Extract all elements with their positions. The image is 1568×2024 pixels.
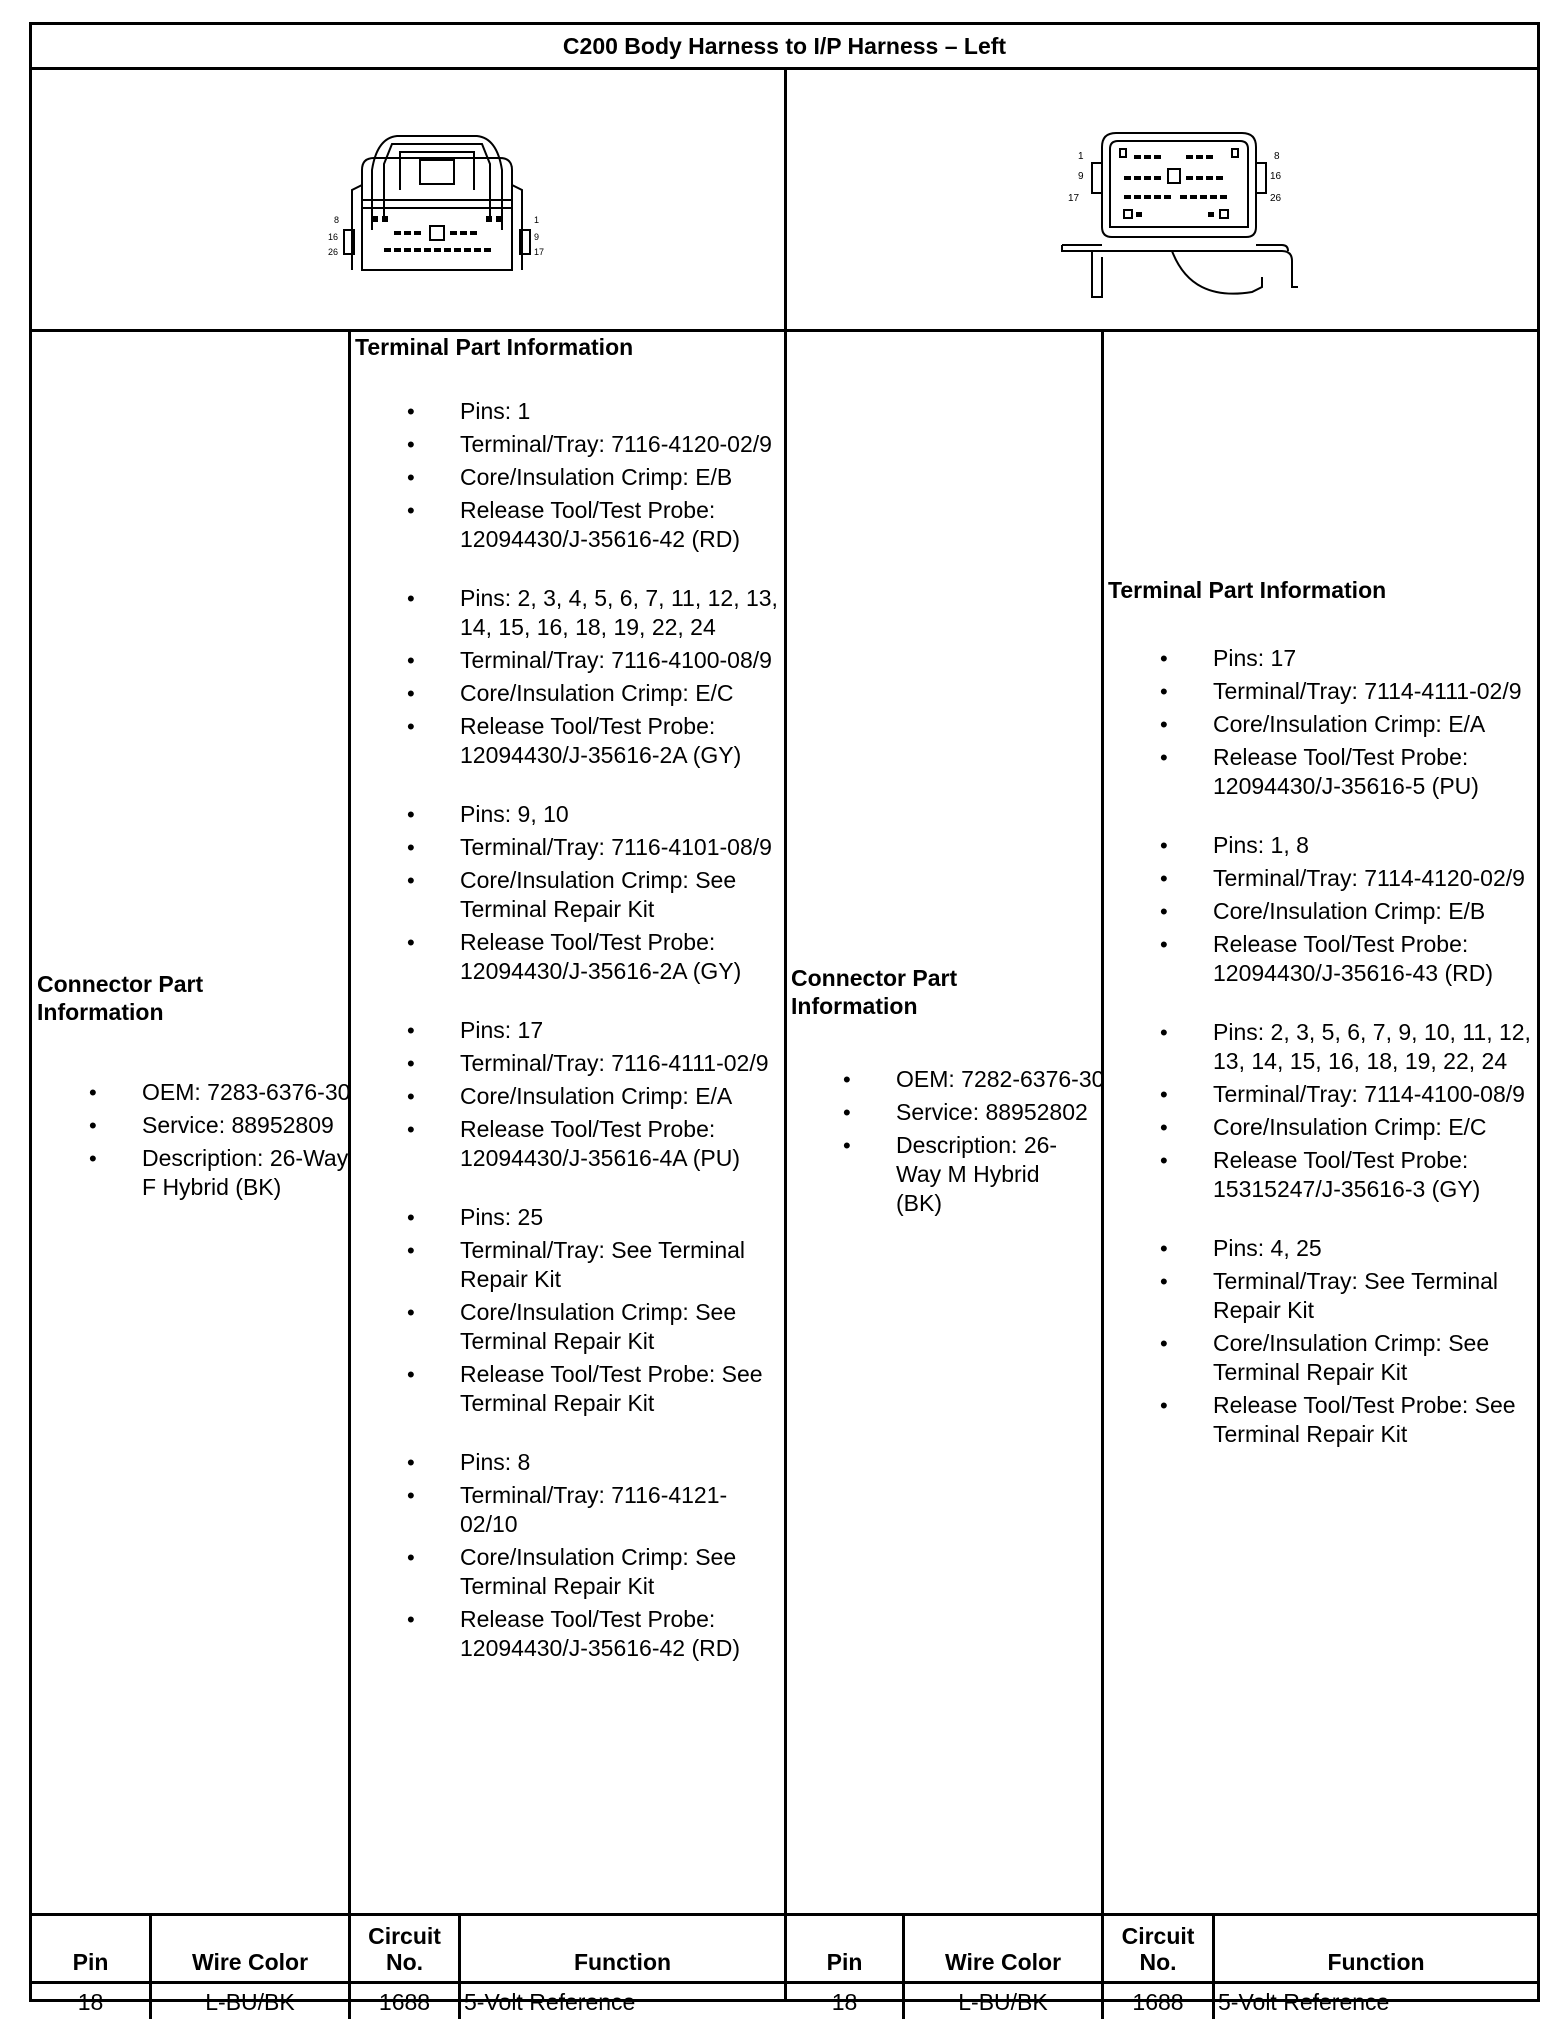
- header-circuit-no: [1104, 1913, 1212, 1981]
- divider-center: [784, 329, 787, 2001]
- right-connector-heading: Connector Part Information: [791, 965, 958, 1019]
- right-terminal-heading: Terminal Part Information: [1108, 577, 1387, 603]
- list-item: • Core/Insulation Crimp: See Terminal Repair Kit: [355, 866, 783, 924]
- list-item: • Pins: 1, 8: [1108, 831, 1538, 860]
- left-oem: • OEM: 7283-6376-30: [37, 1078, 352, 1107]
- list-item: • Terminal/Tray: 7116-4111-02/9: [355, 1049, 783, 1078]
- header-circuit-line1: Circuit: [368, 1923, 441, 1949]
- male-connector-diagram: [1052, 127, 1312, 302]
- list-item: • Core/Insulation Crimp: E/B: [355, 463, 783, 492]
- list-item: • Pins: 8: [355, 1448, 783, 1477]
- list-item: • Pins: 2, 3, 5, 6, 7, 9, 10, 11, 12, 13, 14, 15, 16, 18, 19, 22, 24: [1108, 1018, 1538, 1076]
- left-connector-info: [37, 970, 351, 1206]
- header-function: Function: [573, 1949, 672, 1975]
- right-terminal-group-2: [1108, 831, 1538, 988]
- left-terminal-group-6: [355, 1448, 783, 1663]
- right-service: • Service: 88952802: [791, 1098, 1099, 1127]
- cell-function: 5-Volt Reference: [1218, 1989, 1390, 2015]
- header-circuit-line2: No.: [385, 1949, 424, 1975]
- list-item: • Release Tool/Test Probe: 12094430/J-35616-43 (RD): [1108, 930, 1538, 988]
- header-circuit-line2: No.: [1139, 1949, 1177, 1975]
- header-pin: Pin: [826, 1949, 863, 1975]
- right-oem: • OEM: 7282-6376-30: [791, 1065, 1106, 1094]
- list-item: • Core/Insulation Crimp: See Terminal Repair Kit: [355, 1298, 783, 1356]
- cell-circuit: 1688: [378, 1989, 431, 2015]
- list-item: • Terminal/Tray: 7116-4121-02/10: [355, 1481, 783, 1539]
- list-item: • Terminal/Tray: 7116-4120-02/9: [355, 430, 783, 459]
- list-item: • Core/Insulation Crimp: E/C: [1108, 1113, 1538, 1142]
- pin-table: [32, 1913, 1537, 2015]
- list-item: • Core/Insulation Crimp: E/A: [1108, 710, 1538, 739]
- left-terminal-info: [355, 333, 783, 1693]
- left-terminal-group-3: [355, 800, 783, 986]
- pin-label-8: 8: [334, 215, 340, 225]
- cell-pin: 18: [77, 1989, 104, 2015]
- header-function: Function: [1327, 1949, 1425, 1975]
- pin-label-26: 26: [1270, 193, 1282, 204]
- list-item: • Terminal/Tray: See Terminal Repair Kit: [1108, 1267, 1538, 1325]
- list-item: • Release Tool/Test Probe: 12094430/J-35616-42 (RD): [355, 1605, 783, 1663]
- cell-wire-color: L-BU/BK: [958, 1989, 1048, 2015]
- left-description: • Description: 26-Way F Hybrid (BK): [37, 1144, 352, 1202]
- list-item: • Core/Insulation Crimp: E/A: [355, 1082, 783, 1111]
- list-item: • Terminal/Tray: 7116-4101-08/9: [355, 833, 783, 862]
- connector-document: [29, 22, 1540, 2015]
- divider-right-inner: [1101, 329, 1104, 1913]
- list-item: • Release Tool/Test Probe: See Terminal Repair Kit: [355, 1360, 783, 1418]
- list-item: • Terminal/Tray: See Terminal Repair Kit: [355, 1236, 783, 1294]
- pin-label-26: 26: [328, 247, 339, 257]
- left-terminal-group-2: [355, 584, 783, 770]
- pin-label-9: 9: [534, 232, 540, 242]
- header-circuit-line1: Circuit: [1121, 1923, 1195, 1949]
- right-description: • Description: 26-Way M Hybrid (BK): [791, 1131, 1076, 1218]
- list-item: • Pins: 9, 10: [355, 800, 783, 829]
- cell-circuit: 1688: [1132, 1989, 1184, 2015]
- cell-pin: 18: [831, 1989, 858, 2015]
- pin-label-1: 1: [1078, 151, 1084, 162]
- list-item: • Pins: 25: [355, 1203, 783, 1232]
- list-item: • Release Tool/Test Probe: 12094430/J-35616-5 (PU): [1108, 743, 1538, 801]
- pin-label-17: 17: [534, 247, 545, 257]
- list-item: • Terminal/Tray: 7114-4120-02/9: [1108, 864, 1538, 893]
- left-terminal-heading: Terminal Part Information: [355, 334, 634, 360]
- list-item: • Release Tool/Test Probe: 12094430/J-35616-4A (PU): [355, 1115, 783, 1173]
- list-item: • Core/Insulation Crimp: E/B: [1108, 897, 1538, 926]
- female-connector-diagram: [322, 130, 552, 275]
- list-item: • Release Tool/Test Probe: 15315247/J-35616-3 (GY): [1108, 1146, 1538, 1204]
- right-terminal-group-3: [1108, 1018, 1538, 1204]
- list-item: • Release Tool/Test Probe: 12094430/J-35616-42 (RD): [355, 496, 783, 554]
- header-wire-color: Wire Color: [191, 1949, 309, 1975]
- list-item: • Release Tool/Test Probe: 12094430/J-35616-2A (GY): [355, 712, 783, 770]
- left-terminal-group-5: [355, 1203, 783, 1418]
- list-item: • Pins: 1: [355, 397, 783, 426]
- header-pin: Pin: [72, 1949, 109, 1975]
- right-terminal-group-1: [1108, 644, 1538, 801]
- list-item: • Release Tool/Test Probe: See Terminal Repair Kit: [1108, 1391, 1538, 1449]
- header-circuit-no: [351, 1913, 458, 1981]
- image-divider: [784, 70, 787, 329]
- right-terminal-info: [1108, 576, 1538, 1479]
- list-item: • Release Tool/Test Probe: 12094430/J-35616-2A (GY): [355, 928, 783, 986]
- pin-label-17: 17: [1068, 193, 1080, 204]
- right-terminal-group-4: [1108, 1234, 1538, 1449]
- page-title: C200 Body Harness to I/P Harness – Left: [32, 25, 1537, 70]
- list-item: • Terminal/Tray: 7114-4111-02/9: [1108, 677, 1538, 706]
- cell-function: 5-Volt Reference: [464, 1989, 636, 2015]
- list-item: • Terminal/Tray: 7114-4100-08/9: [1108, 1080, 1538, 1109]
- left-service: • Service: 88952809: [37, 1111, 345, 1140]
- list-item: • Pins: 4, 25: [1108, 1234, 1538, 1263]
- list-item: • Pins: 17: [355, 1016, 783, 1045]
- pin-label-8: 8: [1274, 151, 1280, 162]
- pin-label-1: 1: [534, 215, 540, 225]
- pin-label-9: 9: [1078, 171, 1084, 182]
- list-item: • Pins: 2, 3, 4, 5, 6, 7, 11, 12, 13, 14, 15, 16, 18, 19, 22, 24: [355, 584, 783, 642]
- right-connector-info: [791, 964, 1105, 1222]
- pin-label-16: 16: [328, 232, 339, 242]
- connector-image-row: [32, 70, 1537, 332]
- list-item: • Core/Insulation Crimp: See Terminal Repair Kit: [1108, 1329, 1538, 1387]
- list-item: • Pins: 17: [1108, 644, 1538, 673]
- pin-label-16: 16: [1270, 171, 1282, 182]
- list-item: • Terminal/Tray: 7116-4100-08/9: [355, 646, 783, 675]
- left-connector-heading: Connector Part Information: [37, 971, 204, 1025]
- cell-wire-color: L-BU/BK: [205, 1989, 295, 2015]
- list-item: • Core/Insulation Crimp: E/C: [355, 679, 783, 708]
- list-item: • Core/Insulation Crimp: See Terminal Repair Kit: [355, 1543, 783, 1601]
- left-terminal-group-4: [355, 1016, 783, 1173]
- header-wire-color: Wire Color: [944, 1949, 1062, 1975]
- divider-left-inner: [348, 329, 351, 1913]
- left-terminal-group-1: [355, 397, 783, 554]
